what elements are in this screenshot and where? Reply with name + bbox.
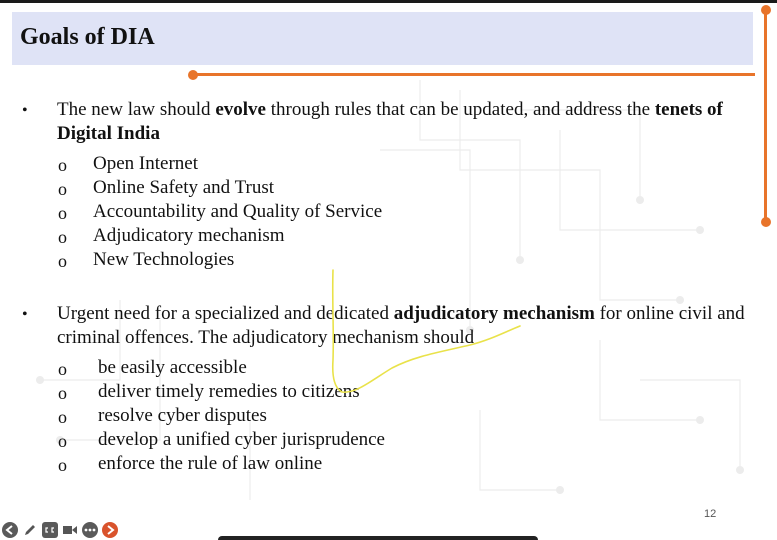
taskbar-edge xyxy=(218,536,538,540)
paragraph-2-bold-a: adjudicatory mechanism xyxy=(393,303,595,324)
paragraph-1-text-b: through rules that can be updated, and address the xyxy=(265,99,655,120)
sub-marker: o xyxy=(58,455,67,475)
paragraph-1-bold-a: evolve xyxy=(215,99,266,120)
list-item: New Technologies xyxy=(93,249,235,270)
paragraph-2-text-b: for online civil and criminal offences. The adjudicatory mechanism should xyxy=(57,303,745,348)
sub-marker: o xyxy=(58,359,67,379)
sub-marker: o xyxy=(58,407,67,427)
list-item: deliver timely remedies to citizens xyxy=(98,381,360,402)
list-item: Accountability and Quality of Service xyxy=(93,201,383,222)
pen-icon[interactable] xyxy=(22,522,38,538)
list-item: Open Internet xyxy=(93,153,198,174)
bullet-1: • xyxy=(22,102,28,119)
bullet-2: • xyxy=(22,306,28,323)
sub-marker: o xyxy=(58,431,67,451)
video-icon[interactable] xyxy=(62,522,78,538)
paragraph-1-text-a: The new law should xyxy=(57,99,216,120)
list-item: be easily accessible xyxy=(98,357,247,378)
list-item: enforce the rule of law online xyxy=(98,453,323,474)
sub-marker: o xyxy=(58,155,67,175)
captions-icon[interactable] xyxy=(42,522,58,538)
list-item: resolve cyber disputes xyxy=(98,405,267,426)
sub-marker: o xyxy=(58,179,67,199)
back-arrow-icon[interactable] xyxy=(2,522,18,538)
list-item: Adjudicatory mechanism xyxy=(93,225,285,246)
sub-marker: o xyxy=(58,251,67,271)
sub-marker: o xyxy=(58,383,67,403)
list-item: Online Safety and Trust xyxy=(93,177,275,198)
slide-title: Goals of DIA xyxy=(20,24,155,50)
page-number: 12 xyxy=(704,508,717,520)
paragraph-1 xyxy=(57,98,747,146)
paragraph-1-bold-b: tenets of Digital India xyxy=(57,99,723,144)
sub-marker: o xyxy=(58,203,67,223)
list-item: develop a unified cyber jurisprudence xyxy=(98,429,385,450)
forward-icon[interactable] xyxy=(102,522,118,538)
paragraph-2-text-a: Urgent need for a specialized and dedicated xyxy=(57,303,394,324)
more-icon[interactable] xyxy=(82,522,98,538)
sub-marker: o xyxy=(58,227,67,247)
presenter-toolbar xyxy=(2,521,118,539)
paragraph-2 xyxy=(57,302,747,350)
